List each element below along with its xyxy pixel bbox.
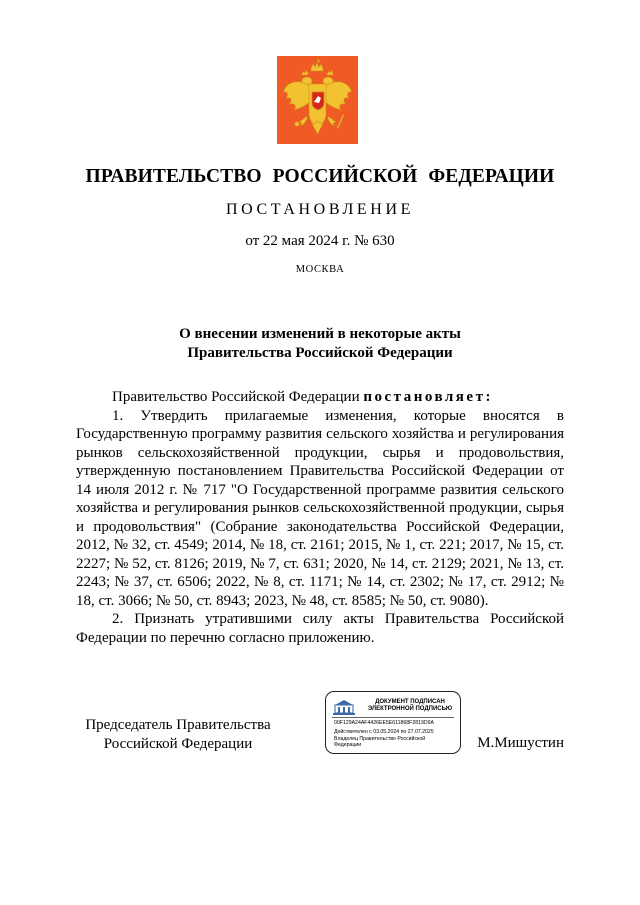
- stamp-certificate: 00F129A24AF4426EE5E611868F2819D9A: [334, 720, 434, 726]
- subject-line-1: О внесении изменений в некоторые акты: [179, 326, 461, 342]
- subject-line-2: Правительства Российской Федерации: [187, 345, 453, 361]
- stamp-validity: Действителен с 03.05.2024 по 27.07.2025: [334, 729, 434, 735]
- document-subject: [0, 325, 640, 363]
- signatory-name: М.Мишустин: [477, 735, 564, 751]
- stamp-title-line-2: ЭЛЕКТРОННОЙ ПОДПИСЬЮ: [367, 706, 453, 712]
- document-type: ПОСТАНОВЛЕНИЕ: [226, 201, 414, 218]
- government-title: ПРАВИТЕЛЬСТВО РОССИЙСКОЙ ФЕДЕРАЦИИ: [85, 166, 555, 187]
- city: МОСКВА: [295, 264, 345, 275]
- building-icon: [332, 698, 356, 716]
- date-and-number: от 22 мая 2024 г. № 630: [245, 233, 395, 249]
- intro-paragraph: [76, 388, 564, 407]
- stamp-title-line-1: ДОКУМЕНТ ПОДПИСАН: [375, 699, 445, 705]
- stamp-divider: [332, 717, 454, 718]
- resolution-verb: постановляет:: [363, 389, 493, 405]
- stamp-title: [362, 699, 458, 713]
- signatory-position: [78, 716, 278, 754]
- document-body: [76, 388, 564, 647]
- stamp-owner-line-2: Федерации: [334, 742, 362, 748]
- position-line-1: Председатель Правительства: [85, 717, 271, 733]
- position-line-2: Российской Федерации: [103, 736, 253, 752]
- item-1: 1. Утвердить прилагаемые изменения, которые вносятся в Государственную программу развития сельского хозяйства и регулирования рынков сельскохозяйственной продукции, сырья и продовольствия, утвержденную постановлением Правительства Российской Федерации от 14 июля 2012 г. № 717 "О Государственной программе развития сельского хозяйства и регулирования рынков сельскохозяйственной продукции, сырья и продовольствия" (Собрание законодательства Российской Федерации, 2012, № 32, ст. 4549; 2014, № 18, ст. 2161; 2015, № 1, ст. 221; 2017, № 15, ст. 2227; № 52, ст. 8126; 2019, № 7, ст. 631; 2020, № 14, ст. 2129; 2021, № 13, ст. 2243; № 37, ст. 6506; 2022, № 8, ст. 1171; № 14, ст. 2302; № 17, ст. 2912; № 18, ст. 3066; № 50, ст. 8943; 2023, № 48, ст. 8585; № 50, ст. 9080).: [76, 407, 564, 609]
- coat-of-arms-icon: [277, 56, 358, 144]
- stamp-owner-line-1: Владелец Правительство Российской: [334, 736, 426, 742]
- intro-text: Правительство Российской Федерации: [112, 389, 364, 405]
- electronic-signature-stamp: [325, 691, 461, 754]
- item-2: 2. Признать утратившими силу акты Правительства Российской Федерации по перечню согласно приложению.: [76, 611, 564, 646]
